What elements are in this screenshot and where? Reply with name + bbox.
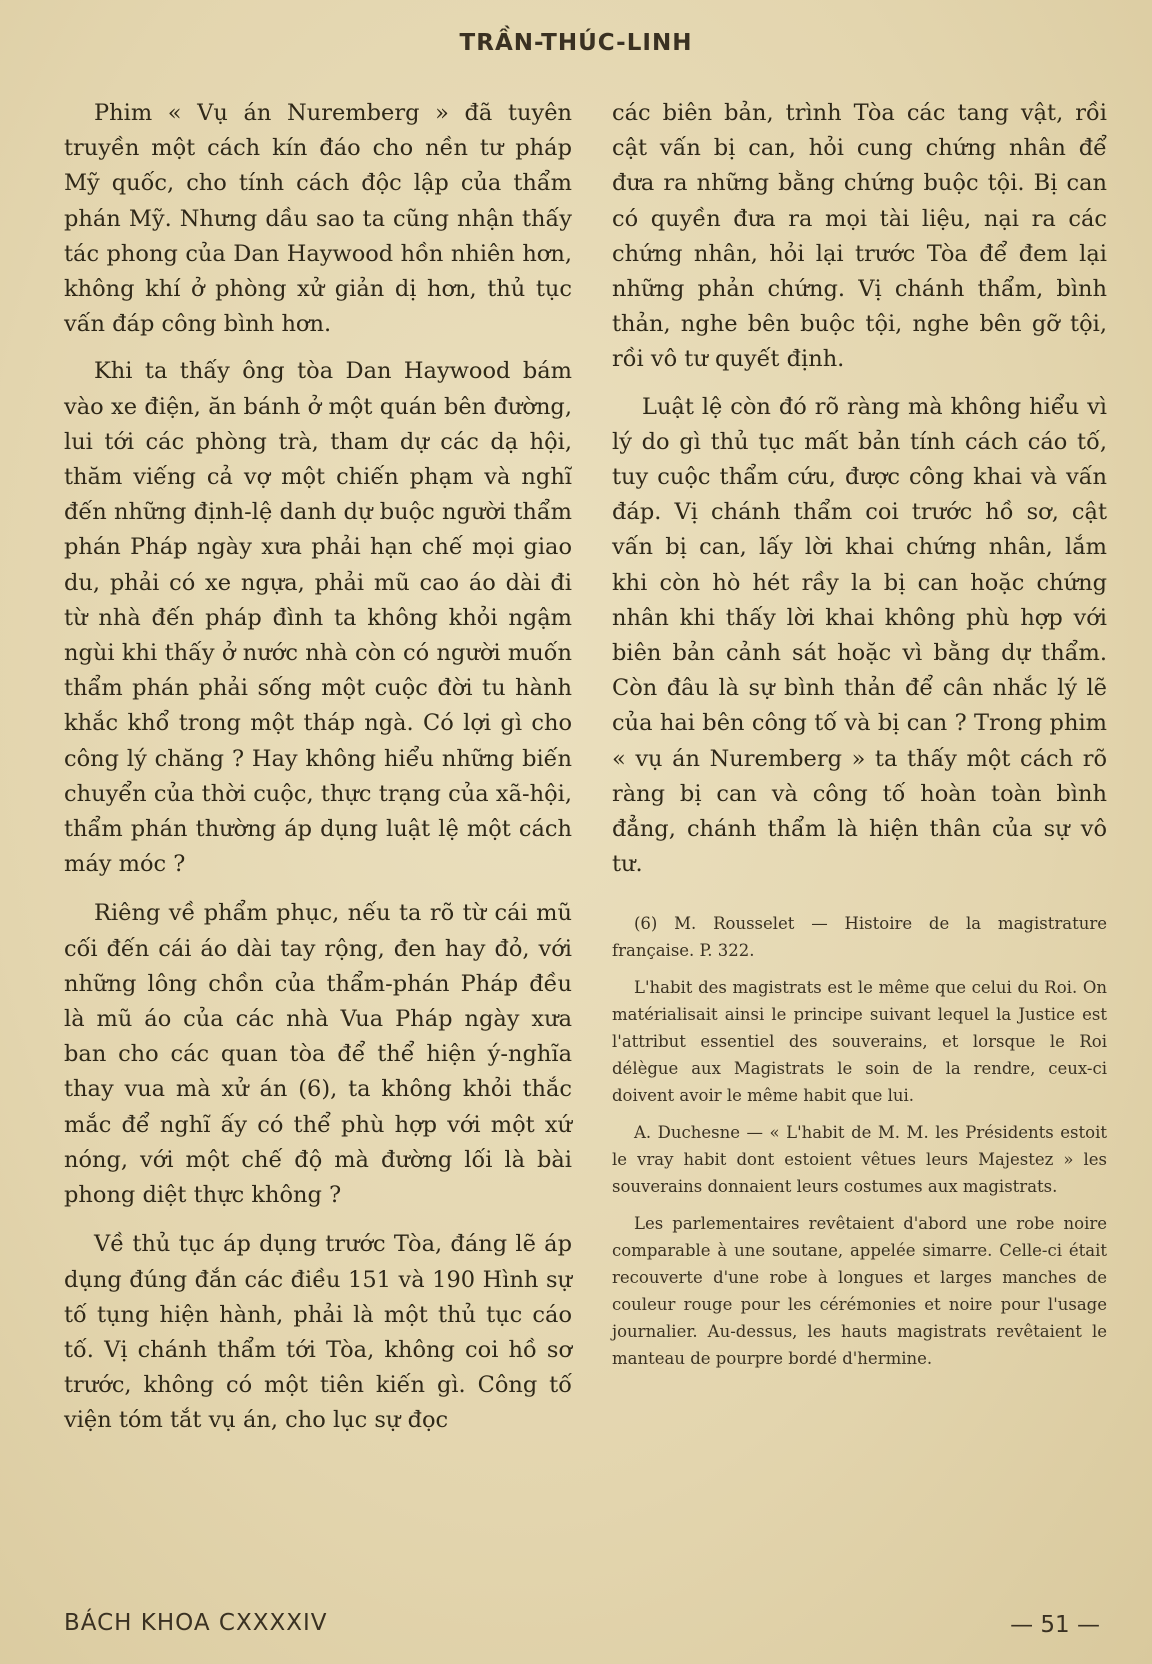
right-column	[612, 96, 1107, 1372]
paragraph: các biên bản, trình Tòa các tang vật, rồi cật vấn bị can, hỏi cung chứng nhân để đưa ra những bằng chứng buộc tội. Bị can có quyền đưa ra mọi tài liệu, nại ra các chứng nhân, hỏi lại trước Tòa để đem lại những phản chứng. Vị chánh thẩm, bình thản, nghe bên buộc tội, nghe bên gỡ tội, rồi vô tư quyết định.	[612, 100, 1107, 373]
paragraph: Luật lệ còn đó rõ ràng mà không hiểu vì lý do gì thủ tục mất bản tính cách cáo tố, tuy cuộc thẩm cứu, được công khai và vấn đáp. Vị chánh thẩm coi trước hồ sơ, cật vấn bị can, lấy lời khai chứng nhân, lắm khi còn hò hét rầy la bị can hoặc chứng nhân khi thấy lời khai không phù hợp với biên bản cảnh sát hoặc vì bằng dự thẩm. Còn đâu là sự bình thản để cân nhắc lý lẽ của hai bên công tố và bị can ? Trong phim « vụ án Nuremberg » ta thấy một cách rõ ràng bị can và công tố hoàn toàn bình đẳng, chánh thẩm là hiện thân của sự vô tư.	[612, 393, 1107, 878]
publication-footer: BÁCH KHOA CXXXXIV	[64, 1610, 328, 1636]
footnote: L'habit des magistrats est le même que celui du Roi. On matérialisait ainsi le principe suivant lequel la Justice est l'attribut essentiel des souverains, et lorsque le Roi délègue aux Magistrats le soin de la rendre, ceux-ci doivent avoir le même habit que lui.	[612, 978, 1107, 1106]
footnotes	[612, 910, 1107, 1372]
paragraph: Về thủ tục áp dụng trước Tòa, đáng lẽ áp dụng đúng đắn các điều 151 và 190 Hình sự tố tụng hiện hành, phải là một thủ tục cáo tố. Vị chánh thẩm tới Tòa, không coi hồ sơ trước, không có một tiên kiến gì. Công tố viện tóm tắt vụ án, cho lục sự đọc	[64, 1231, 572, 1434]
paragraph: Khi ta thấy ông tòa Dan Haywood bám vào xe điện, ăn bánh ở một quán bên đường, lui tới các phòng trà, tham dự các dạ hội, thăm viếng cả vợ một chiến phạm và nghĩ đến những định-lệ danh dự buộc người thẩm phán Pháp ngày xưa phải hạn chế mọi giao du, phải có xe ngựa, phải mũ cao áo dài đi từ nhà đến pháp đình ta không khỏi ngậm ngùi khi thấy ở nước nhà còn có người muốn thẩm phán phải sống một cuộc đời tu hành khắc khổ trong một tháp ngà. Có lợi gì cho công lý chăng ? Hay không hiểu những biến chuyển của thời cuộc, thực trạng của xã-hội, thẩm phán thường áp dụng luật lệ một cách máy móc ?	[64, 358, 572, 878]
left-column	[64, 96, 572, 1439]
page-number: — 51 —	[1010, 1612, 1100, 1638]
paragraph: Riêng về phẩm phục, nếu ta rõ từ cái mũ cối đến cái áo dài tay rộng, đen hay đỏ, với những lông chồn của thẩm-phán Pháp đều là mũ áo của các nhà Vua Pháp ngày xưa ban cho các quan tòa để thể hiện ý-nghĩa thay vua mà xử án (6), ta không khỏi thắc mắc để nghĩ ấy có thể phù hợp với một xứ nóng, với một chế độ mà đường lối là bài phong diệt thực không ?	[64, 900, 572, 1209]
footnote: A. Duchesne — « L'habit de M. M. les Présidents estoit le vray habit dont estoient vêtues leurs Majestez » les souverains donnaient leurs costumes aux magistrats.	[612, 1123, 1107, 1197]
running-title: TRẦN-THÚC-LINH	[459, 30, 693, 56]
paragraph: Phim « Vụ án Nuremberg » đã tuyên truyền một cách kín đáo cho nền tư pháp Mỹ quốc, cho tính cách độc lập của thẩm phán Mỹ. Nhưng dầu sao ta cũng nhận thấy tác phong của Dan Haywood hồn nhiên hơn, không khí ở phòng xử giản dị hơn, thủ tục vấn đáp công bình hơn.	[64, 100, 572, 338]
footnote: (6) M. Rousselet — Histoire de la magistrature française. P. 322.	[612, 914, 1107, 961]
footnote: Les parlementaires revêtaient d'abord une robe noire comparable à une soutane, appelée simarre. Celle-ci était recouverte d'une robe à longues et larges manches de couleur rouge pour les cérémonies et noire pour l'usage journalier. Au-dessus, les hauts magistrats revêtaient le manteau de pourpre bordé d'hermine.	[612, 1214, 1107, 1369]
